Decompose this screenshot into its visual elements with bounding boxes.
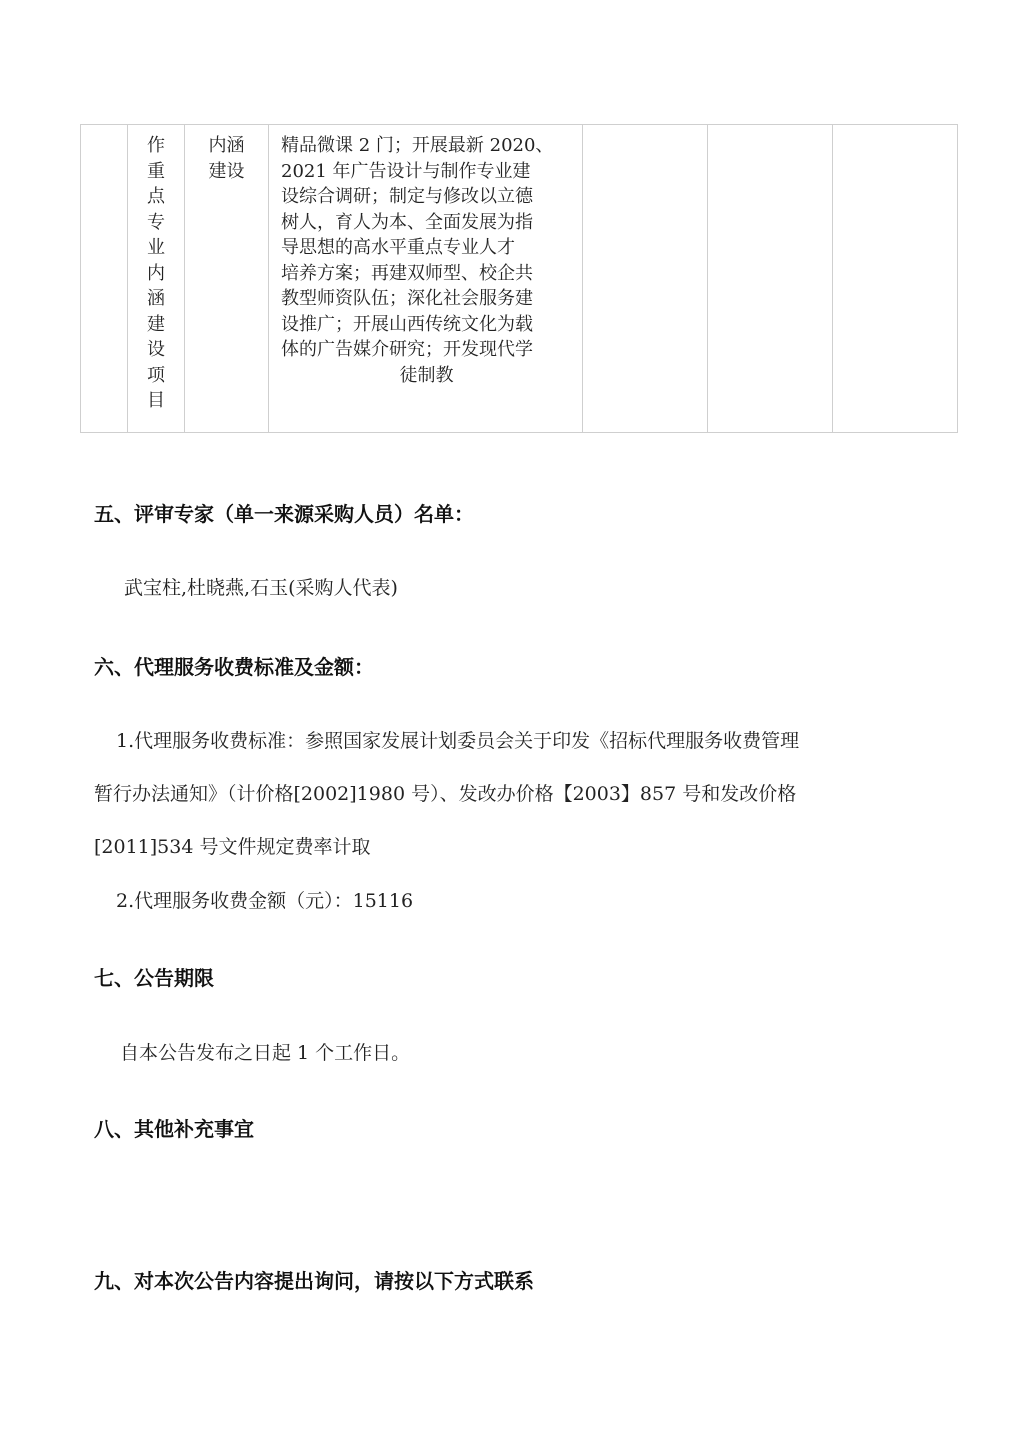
table-cell-index: [81, 125, 128, 433]
project-name-char: 项: [147, 364, 165, 386]
project-name-char: 涵: [147, 288, 165, 309]
project-name-char: 建: [147, 313, 165, 335]
table-cell-empty: [708, 125, 833, 433]
section-5-heading: 五、评审专家（单一来源采购人员）名单：: [94, 502, 474, 526]
project-name-char: 作: [147, 135, 165, 156]
fee-amount: 2.代理服务收费金额（元）：15116: [116, 890, 414, 912]
fee-standard-line-2: 暂行办法通知》（计价格[2002]1980 号）、发改办价格【2003】857 号和发改价格: [94, 783, 797, 805]
fee-standard-line-3: [2011]534 号文件规定费率计取: [94, 836, 371, 858]
project-name-char: 内: [147, 262, 165, 284]
content-line: 2021 年广告设计与制作专业建: [281, 160, 531, 182]
section-7-heading: 七、公告期限: [94, 966, 214, 990]
notice-period: 自本公告发布之日起 1 个工作日。: [120, 1042, 411, 1064]
category-line: 建设: [208, 160, 245, 182]
table-cell-project-name: [128, 125, 185, 433]
project-name-char: 专: [147, 211, 165, 233]
content-line: 树人，育人为本、全面发展为指: [281, 211, 533, 233]
content-line: 导思想的高水平重点专业人才: [281, 237, 515, 258]
project-table: [80, 124, 958, 433]
project-name-char: 点: [147, 186, 165, 207]
fee-standard-line-1: 1.代理服务收费标准：参照国家发展计划委员会关于印发《招标代理服务收费管理: [116, 730, 800, 752]
project-name-char: 设: [147, 339, 165, 360]
table-cell-category: [185, 125, 269, 433]
content-line: 徒制教: [399, 364, 454, 386]
section-6-heading: 六、代理服务收费标准及金额：: [94, 655, 374, 679]
section-9-heading: 九、对本次公告内容提出询问，请按以下方式联系: [94, 1269, 534, 1293]
section-8-heading: 八、其他补充事宜: [94, 1117, 254, 1141]
content-line: 培养方案；再建双师型、校企共: [281, 262, 533, 284]
content-line: 精品微课 2 门；开展最新 2020、: [281, 135, 554, 156]
content-line: 设推广；开展山西传统文化为载: [281, 313, 533, 335]
category-line: 内涵: [208, 135, 245, 156]
table-cell-content: [269, 125, 583, 433]
table-cell-empty: [833, 125, 958, 433]
expert-list: 武宝柱,杜晓燕,石玉(采购人代表): [124, 577, 398, 599]
content-line: 设综合调研；制定与修改以立德: [281, 186, 533, 207]
project-name-char: 业: [147, 237, 165, 258]
content-line: 教型师资队伍；深化社会服务建: [281, 288, 533, 309]
table-row: [81, 125, 958, 433]
table-cell-empty: [583, 125, 708, 433]
project-name-char: 目: [147, 390, 165, 411]
project-name-char: 重: [147, 160, 165, 182]
content-line: 体的广告媒介研究；开发现代学: [281, 339, 533, 360]
